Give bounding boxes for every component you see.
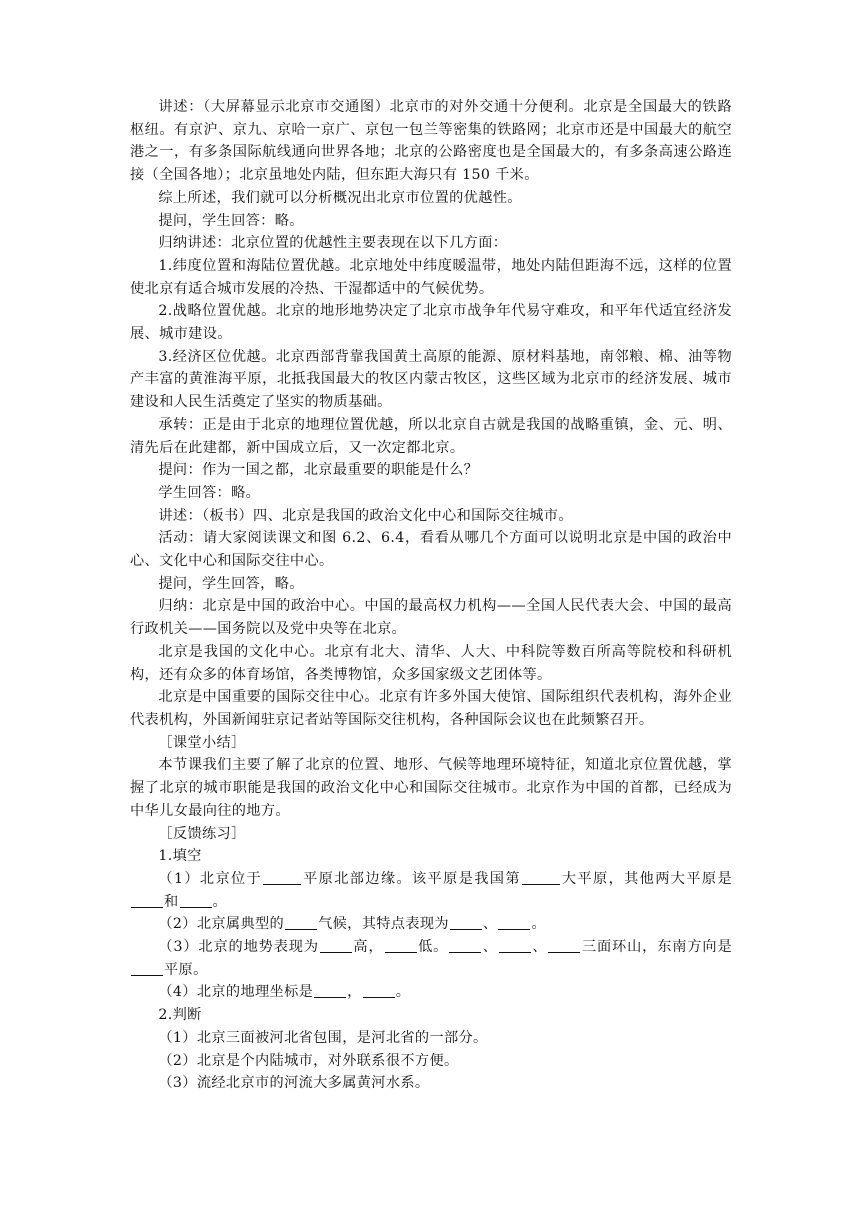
answer-blank[interactable] xyxy=(450,915,482,930)
answer-blank[interactable] xyxy=(180,893,212,908)
answer-blank[interactable] xyxy=(314,983,346,998)
section-heading-feedback: ［反馈练习］ xyxy=(158,825,246,842)
paragraph-point-2: 2.战略位置优越。北京的地形地势决定了北京市战争年代易守难攻，和平年代适宜经济发展、城市建设。 xyxy=(130,303,732,343)
answer-blank[interactable] xyxy=(548,938,580,953)
paragraph-transport: 讲述：（大屏幕显示北京市交通图）北京市的对外交通十分便利。北京是全国最大的铁路枢纽。有京沪、京九、京哈一京广、京包一包兰等密集的铁路网；北京市还是中国最大的航空港之一，有多条国际航线通向世界各地；北京的公路密度也是全国最大的，有多条高速公路连接（全国各地）；北京虽地处内陆，但东距大海只有 150 千米。 xyxy=(130,99,732,184)
judge-item-3: （3）流经北京市的河流大多属黄河水系。 xyxy=(158,1075,430,1092)
paragraph-cultural-center: 北京是我国的文化中心。北京有北大、清华、人大、中科院等数百所高等院校和科研机构，还有众多的体育场馆，各类博物馆，众多国家级文艺团体等。 xyxy=(130,643,732,683)
answer-blank[interactable] xyxy=(131,961,163,976)
judge-item-1: （1）北京三面被河北省包围，是河北省的一部分。 xyxy=(158,1029,488,1046)
paragraph-question-3: 提问，学生回答，略。 xyxy=(158,575,304,592)
paragraph-blackboard: 讲述：（板书）四、北京是我国的政治文化中心和国际交往城市。 xyxy=(158,507,573,524)
answer-blank[interactable] xyxy=(363,983,395,998)
judge-item-2: （2）北京是个内陆城市，对外联系很不方便。 xyxy=(158,1052,459,1069)
answer-blank[interactable] xyxy=(263,870,301,885)
answer-blank[interactable] xyxy=(522,870,560,885)
paragraph-transition: 承转：正是由于北京的地理位置优越，所以北京自古就是我国的战略重镇，金、元、明、清先后在此建都，新中国成立后，又一次定都北京。 xyxy=(130,416,732,456)
answer-blank[interactable] xyxy=(498,915,530,930)
paragraph-political-center: 归纳：北京是中国的政治中心。中国的最高权力机构——全国人民代表大会、中国的最高行政机关——国务院以及党中央等在北京。 xyxy=(130,598,732,638)
exercise-heading-fill: 1.填空 xyxy=(158,848,202,865)
paragraph-question-2: 提问：作为一国之都，北京最重要的职能是什么？ xyxy=(158,462,479,479)
paragraph-summary-intro: 综上所述，我们就可以分析概况出北京市位置的优越性。 xyxy=(158,189,522,206)
paragraph-answer: 学生回答：略。 xyxy=(158,484,261,501)
answer-blank[interactable] xyxy=(449,938,481,953)
exercise-heading-judge: 2.判断 xyxy=(158,1007,202,1024)
paragraph-conclusion-heading: 归纳讲述：北京位置的优越性主要表现在以下几方面： xyxy=(158,235,508,252)
answer-blank[interactable] xyxy=(285,915,317,930)
paragraph-question-1: 提问，学生回答：略。 xyxy=(158,212,304,229)
paragraph-class-summary: 本节课我们主要了解了北京的位置、地形、气候等地理环境特征，知道北京位置优越，掌握了北京的城市职能是我国的政治文化中心和国际交往城市。北京作为中国的首都，已经成为中华儿女最向往的地方。 xyxy=(130,757,732,819)
answer-blank[interactable] xyxy=(320,938,352,953)
fill-question-4: （4）北京的地理坐标是 ， 。 xyxy=(158,984,411,1001)
answer-blank[interactable] xyxy=(499,938,531,953)
document-page xyxy=(130,96,732,1095)
paragraph-activity: 活动：请大家阅读课文和图 6.2、6.4，看看从哪几个方面可以说明北京是中国的政治中心、文化中心和国际交往中心。 xyxy=(130,530,732,570)
section-heading-summary: ［课堂小结］ xyxy=(158,734,246,751)
fill-question-2: （2）北京属典型的 气候，其特点表现为 、 。 xyxy=(158,916,547,933)
fill-question-3: （3）北京的地势表现为 高， 低。 、 、 三面环山，东南方向是平原。 xyxy=(130,936,732,981)
paragraph-international-center: 北京是中国重要的国际交往中心。北京有许多外国大使馆、国际组织代表机构，海外企业代表机构，外国新闻驻京记者站等国际交往机构，各种国际会议也在此频繁召开。 xyxy=(130,689,732,728)
answer-blank[interactable] xyxy=(385,938,417,953)
paragraph-point-3: 3.经济区位优越。北京西部背靠我国黄土高原的能源、原材料基地，南邻粮、棉、油等物产丰富的黄淮海平原，北抵我国最大的牧区内蒙古牧区，这些区域为北京市的经济发展、城市建设和人民生活奠定了坚实的物质基础。 xyxy=(130,348,732,411)
paragraph-point-1: 1.纬度位置和海陆位置优越。北京地处中纬度暖温带，地处内陆但距海不远，这样的位置使北京有适合城市发展的冷热、干湿都适中的气候优势。 xyxy=(130,257,732,297)
answer-blank[interactable] xyxy=(131,893,163,908)
fill-question-1: （1）北京位于 平原北部边缘。该平原是我国第 大平原，其他两大平原是和 。 xyxy=(130,868,732,913)
